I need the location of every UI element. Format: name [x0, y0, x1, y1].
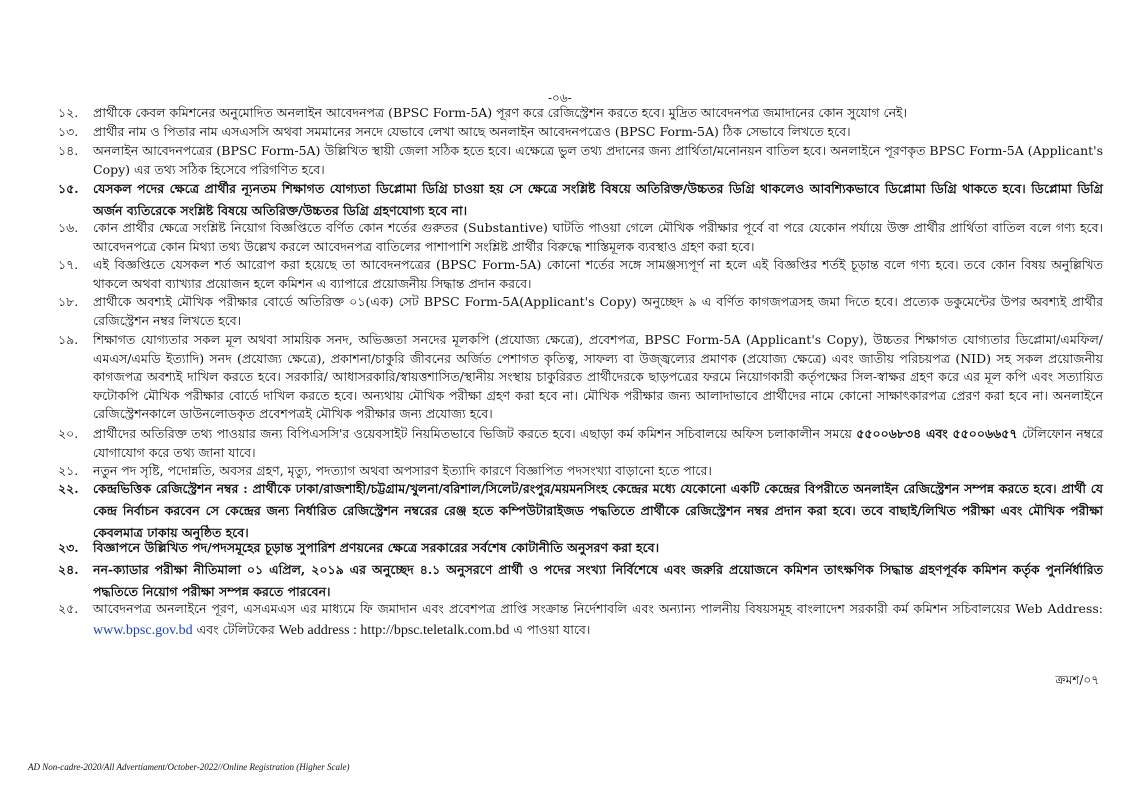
item-number: ১৮.	[58, 294, 79, 309]
item-number: ১৪.	[58, 143, 79, 158]
item-text: নতুন পদ সৃষ্টি, পদোন্নতি, অবসর গ্রহণ, মৃত্যু, পদত্যাগ অথবা অপসারণ ইত্যাদি কারণে বিজ্ঞাপিত পদসংখ্যা বাড়ানো হতে পারে।	[93, 463, 712, 478]
list-item-23	[58, 537, 1103, 559]
phone-numbers: ৫৫০০৬৮৩৪ এবং ৫৫০০৬৬৫৭	[856, 426, 1018, 441]
list-item-15	[58, 178, 1103, 222]
item-number: ২৫.	[58, 601, 79, 616]
list-item-22	[58, 478, 1103, 544]
item-number: ১৩.	[58, 124, 79, 139]
item-number: ২৪.	[58, 562, 79, 577]
item-text: প্রার্থীদের অতিরিক্ত তথ্য পাওয়ার জন্য বিপিএসসি'র ওয়েবসাইট নিয়মিতভাবে ভিজিট করতে হবে। এছাড়া কর্ম কমিশন সচিবালয়ে অফিস চলাকালীন সময়ে	[93, 426, 852, 441]
item-text: কেন্দ্রভিত্তিক রেজিস্ট্রেশন নম্বর : প্রার্থীকে ঢাকা/রাজশাহী/চট্টগ্রাম/খুলনা/বরিশাল/সিলেট/রংপুর/ময়মনসিংহ কেন্দ্রের মধ্যে যেকোনো একটি কেন্দ্রের বিপরীতে অনলাইন রেজিস্ট্রেশন সম্পন্ন করতে হবে। প্রার্থী যে কেন্দ্র নির্বাচন করবেন সে কেন্দ্রের জন্য নির্ধারিত রেজিস্ট্রেশন নম্বরের রেঞ্জ হতে কম্পিউটারাইজড পদ্ধতিতে প্রার্থীকে রেজিস্ট্রেশন নম্বর প্রদান করা হবে। তবে বাছাই/লিখিত পরীক্ষা এবং মৌখিক পরীক্ষা কেবলমাত্র ঢাকায় অনুষ্ঠিত হবে।	[93, 481, 1103, 540]
item-text: শিক্ষাগত যোগ্যতার সকল মূল অথবা সাময়িক সনদ, অভিজ্ঞতা সনদের মূলকপি (প্রযোজ্য ক্ষেত্রে), প্রবেশপত্র, BPSC Form-5A (Applicant's Copy), উচ্চতর শিক্ষাগত যোগ্যতার ডিপ্লোমা/এমফিল/এমএস/এমডি ইত্যাদি) সনদ (প্রযোজ্য ক্ষেত্রে), প্রকাশনা/চাকুরি জীবনের অর্জিত পেশাগত কৃতিত্ব, সাফল্য বা উজ্জ্বল্যের প্রমাণক (প্রযোজ্য ক্ষেত্রে) এবং জাতীয় পরিচয়পত্র (NID) সহ সকল প্রয়োজনীয় কাগজপত্র অবশ্যই দাখিল করতে হবে। সরকারি/ আধাসরকারি/স্বায়ত্তশাসিত/স্থানীয় সংস্থায় চাকুরিরত প্রার্থীদেরকে ছাড়পত্রের ফরমে নিয়োগকারী কর্তৃপক্ষের সিল-স্বাক্ষর গ্রহণ করে এর মূল কপি এবং সত্যায়িত ফটোকপি মৌখিক পরীক্ষার বোর্ডে দাখিল করতে হবে। অন্যথায় মৌখিক পরীক্ষা গ্রহণ করা হবে না। মৌখিক পরীক্ষার জন্য আলাদাভাবে প্রার্থীদের নামে কোনো সাক্ষাৎকারপত্র প্রেরণ করা হবে না। অনলাইনে রেজিস্ট্রেশনকালে ডাউনলোডকৃত প্রবেশপত্রই মৌখিক পরীক্ষার জন্য প্রযোজ্য হবে।	[93, 332, 1103, 421]
item-number: ২১.	[58, 463, 79, 478]
list-item-16	[58, 219, 1103, 256]
item-text: বিজ্ঞাপনে উল্লিখিত পদ/পদসমূহের চূড়ান্ত সুপারিশ প্রণয়নের ক্ষেত্রে সরকারের সর্বশেষ কোটানীতি অনুসরণ করা হবে।	[93, 540, 660, 555]
item-text: অনলাইন আবেদনপত্রের (BPSC Form-5A) উল্লিখিত স্থায়ী জেলা সঠিক হতে হবে। এক্ষেত্রে ভুল তথ্য প্রদানের জন্য প্রার্থিতা/মনোনয়ন বাতিল হবে। অনলাইনে পূরণকৃত BPSC Form-5A (Applicant's Copy) এর তথ্য সঠিক হিসেবে পরিগণিত হবে।	[93, 143, 1103, 177]
item-text: প্রার্থীকে কেবল কমিশনের অনুমোদিত অনলাইন আবেদনপত্র (BPSC Form-5A) পূরণ করে রেজিস্ট্রেশন করতে হবে। মুদ্রিত আবেদনপত্র জমাদানের কোন সুযোগ নেই।	[93, 105, 908, 120]
item-number: ১৫.	[58, 181, 79, 196]
list-item-24	[58, 559, 1103, 603]
footer-reference: AD Non-cadre-2020/All Advertiament/October-2022//Online Registration (Higher Scale)	[28, 762, 350, 772]
item-text: টেলিফোন নম্বরে যোগাযোগ করে তথ্য জানা যাবে।	[93, 426, 1103, 460]
item-number: ২৩.	[58, 540, 79, 555]
list-item-12	[58, 104, 1103, 123]
item-text: প্রার্থীর নাম ও পিতার নাম এসএসসি অথবা সমমানের সনদে যেভাবে লেখা আছে অনলাইন আবেদনপত্রেও (BPSC Form-5A) ঠিক সেভাবে লিখতে হবে।	[93, 124, 851, 139]
item-text: নন-ক্যাডার পরীক্ষা নীতিমালা ০১ এপ্রিল, ২০১৯ এর অনুচ্ছেদ ৪.১ অনুসরণে প্রার্থী ও পদের সংখ্যা নির্বিশেষে এবং জরুরি প্রয়োজনে কমিশন তাৎক্ষণিক সিদ্ধান্ত গ্রহণপূর্বক কমিশন কর্তৃক পুনর্নির্ধারিত পদ্ধতিতে নিয়োগ পরীক্ষা সম্পন্ন করতে পারবেন।	[93, 562, 1103, 599]
item-text: প্রার্থীকে অবশ্যই মৌখিক পরীক্ষার বোর্ডে অতিরিক্ত ০১(এক) সেট BPSC Form-5A(Applicant's Copy) অনুচ্ছেদ ৯ এ বর্ণিত কাগজপত্রসহ জমা দিতে হবে। প্রত্যেক ডকুমেন্টের উপর অবশ্যই প্রার্থীর রেজিস্ট্রেশন নম্বর লিখতে হবে।	[93, 294, 1103, 328]
item-text: এই বিজ্ঞপ্তিতে যেসকল শর্ত আরোপ করা হয়েছে তা আবেদনপত্রের (BPSC Form-5A) কোনো শর্তের সঙ্গে সামঞ্জস্যপূর্ণ না হলে এই বিজ্ঞপ্তির শর্তই চূড়ান্ত বলে গণ্য হবে। তবে কোন বিষয় অনুল্লিখিত থাকলে অথবা ব্যাখ্যার প্রয়োজন হলে কমিশন এ ব্যাপারে প্রয়োজনীয় সিদ্ধান্ত প্রদান করবে।	[93, 257, 1103, 291]
list-item-13	[58, 123, 1103, 142]
list-item-20	[58, 425, 1103, 462]
item-number: ১৭.	[58, 257, 79, 272]
item-text: এ পাওয়া যাবে।	[513, 622, 591, 637]
item-text: যেসকল পদের ক্ষেত্রে প্রার্থীর ন্যূনতম শিক্ষাগত যোগ্যতা ডিপ্লোমা ডিগ্রি চাওয়া হয় সে ক্ষেত্রে সংশ্লিষ্ট বিষয়ে অতিরিক্ত/উচ্চতর ডিগ্রি থাকলেও আবশ্যিকভাবে ডিপ্লোমা ডিগ্রি থাকতে হবে। ডিপ্লোমা ডিগ্রি অর্জন ব্যতিরেকে সংশ্লিষ্ট বিষয়ে অতিরিক্ত/উচ্চতর ডিগ্রি গ্রহণযোগ্য হবে না।	[93, 181, 1103, 218]
list-item-18	[58, 293, 1103, 330]
list-item-19	[58, 331, 1103, 424]
item-number: ২২.	[58, 481, 79, 496]
item-number: ২০.	[58, 426, 79, 441]
item-text: আবেদনপত্র অনলাইনে পূরণ, এসএমএস এর মাধ্যমে ফি জমাদান এবং প্রবেশপত্র প্রাপ্তি সংক্রান্ত নির্দেশাবলি এবং অন্যান্য পালনীয় বিষয়সমূহ বাংলাদেশ সরকারী কর্ম কমিশন সচিবালয়ের Web Address:	[93, 601, 1103, 616]
item-number: ১৯.	[58, 332, 79, 347]
page-number: -০৬-	[548, 91, 572, 105]
list-item-14	[58, 142, 1103, 179]
continued-label: ক্রমশ/০৭	[1055, 673, 1099, 687]
item-number: ১৬.	[58, 220, 79, 235]
item-text: কোন প্রার্থীর ক্ষেত্রে সংশ্লিষ্ট নিয়োগ বিজ্ঞপ্তিতে বর্ণিত কোন শর্তের গুরুতর (Substantive) ঘাটতি পাওয়া গেলে মৌখিক পরীক্ষার পূর্বে বা পরে যেকোন পর্যায়ে উক্ত প্রার্থীর প্রার্থিতা বাতিল বলে গণ্য হবে। আবেদনপত্রে কোন মিথ্যা তথ্য উল্লেখ করলে আবেদনপত্র বাতিলের পাশাপাশি সংশ্লিষ্ট প্রার্থীর বিরুদ্ধে শাস্তিমূলক ব্যবস্থাও গ্রহণ করা হবে।	[93, 220, 1103, 254]
list-item-17	[58, 256, 1103, 293]
list-item-25	[58, 598, 1103, 641]
item-text: এবং টেলিটকের	[196, 622, 275, 637]
teletalk-web-address: Web address : http://bpsc.teletalk.com.bd	[278, 623, 510, 638]
item-number: ১২.	[58, 105, 79, 120]
bpsc-website-link[interactable]: www.bpsc.gov.bd	[93, 623, 193, 638]
